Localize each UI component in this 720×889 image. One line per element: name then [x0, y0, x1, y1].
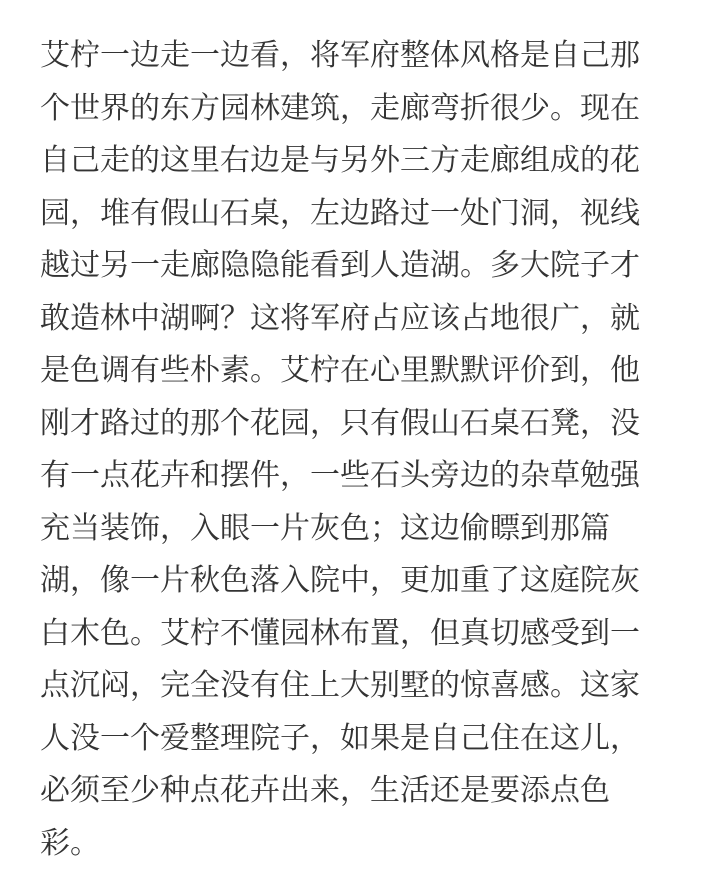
text-line-7: 是色调有些朴素。艾柠在心里默默评价到，他	[40, 353, 640, 388]
text-line-1: 艾柠一边走一边看，将军府整体风格是自己那	[40, 38, 640, 73]
text-line-8: 刚才路过的那个花园，只有假山石桌石凳，没	[40, 405, 640, 441]
text-line-12: 白木色。艾柠不懂园林布置，但真切感受到一	[40, 615, 640, 651]
text-line-4: 园，堆有假山石桌，左边路过一处门洞，视线	[40, 195, 640, 231]
text-line-15: 必须至少种点花卉出来，生活还是要添点色	[40, 773, 610, 808]
text-line-11: 湖，像一片秋色落入院中，更加重了这庭院灰	[40, 563, 640, 598]
text-line-6: 敢造林中湖啊？这将军府占应该占地很广，就	[40, 300, 640, 336]
text-line-10: 充当装饰，入眼一片灰色；这边偷瞟到那篇	[40, 510, 610, 546]
text-line-16: 彩。	[40, 825, 100, 861]
text-line-5: 越过另一走廊隐隐能看到人造湖。多大院子才	[40, 248, 640, 283]
text-line-14: 人没一个爱整理院子，如果是自己住在这儿，	[40, 720, 640, 756]
article-paragraph	[40, 30, 640, 870]
text-line-9: 有一点花卉和摆件，一些石头旁边的杂草勉强	[40, 458, 640, 493]
text-line-3: 自己走的这里右边是与另外三方走廊组成的花	[40, 143, 640, 178]
text-line-13: 点沉闷，完全没有住上大别墅的惊喜感。这家	[40, 668, 640, 703]
text-line-2: 个世界的东方园林建筑，走廊弯折很少。现在	[40, 90, 640, 126]
